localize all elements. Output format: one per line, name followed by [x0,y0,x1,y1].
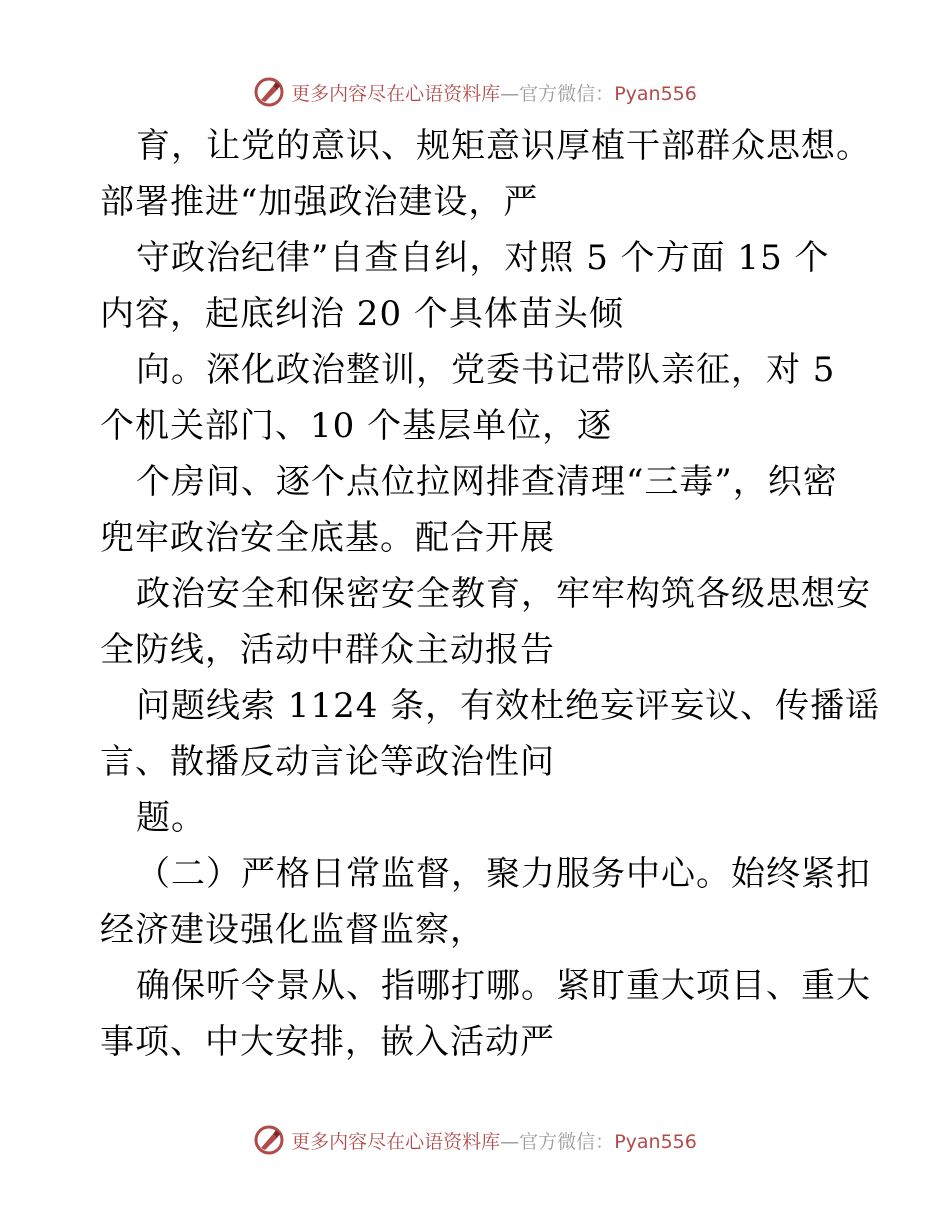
logo-icon [253,76,285,108]
banner-text [291,1127,697,1154]
text-line: 政治安全和保密安全教育，牢牢构筑各级思想安 [136,574,871,614]
text-line: 全防线，活动中群众主动报告 [100,630,555,670]
text-line: 守政治纪律”自查自纠，对照 5 个方面 15 个 [136,238,830,278]
logo-icon [253,1124,285,1156]
banner-text [291,79,697,106]
text-line: 个房间、逐个点位拉网排查清理“三毒”，织密 [136,462,838,502]
banner-separator: — [500,82,520,105]
banner-main: 更多内容尽在心语资料库 [291,1130,501,1153]
text-line: 育，让党的意识、规矩意识厚植干部群众思想。 [136,126,871,166]
text-line: 内容，起底纠治 20 个具体苗头倾 [100,294,624,334]
text-line: （二）严格日常监督，聚力服务中心。始终紧扣 [136,854,871,894]
text-line: 题。 [136,798,206,838]
text-line: 部署推进“加强政治建设，严 [100,182,539,222]
footer-watermark-banner [0,1120,950,1160]
banner-wechat-label: 官方微信： [519,1130,615,1153]
banner-wechat-label: 官方微信： [519,82,615,105]
document-body [100,118,880,1070]
banner-separator: — [500,1130,520,1153]
banner-wechat-id: Pyan556 [614,82,697,105]
text-line: 确保听令景从、指哪打哪。紧盯重大项目、重大 [136,966,871,1006]
text-line: 兜牢政治安全底基。配合开展 [100,518,555,558]
text-line: 向。深化政治整训，党委书记带队亲征，对 5 [136,350,836,390]
header-watermark-banner [0,72,950,112]
text-line: 经济建设强化监督监察， [100,910,485,950]
banner-main: 更多内容尽在心语资料库 [291,82,501,105]
text-line: 言、散播反动言论等政治性问 [100,742,555,782]
text-line: 问题线索 1124 条，有效杜绝妄评妄议、传播谣 [136,686,881,726]
text-line: 个机关部门、10 个基层单位，逐 [100,406,613,446]
text-line: 事项、中大安排，嵌入活动严 [100,1022,555,1062]
banner-wechat-id: Pyan556 [614,1130,697,1153]
